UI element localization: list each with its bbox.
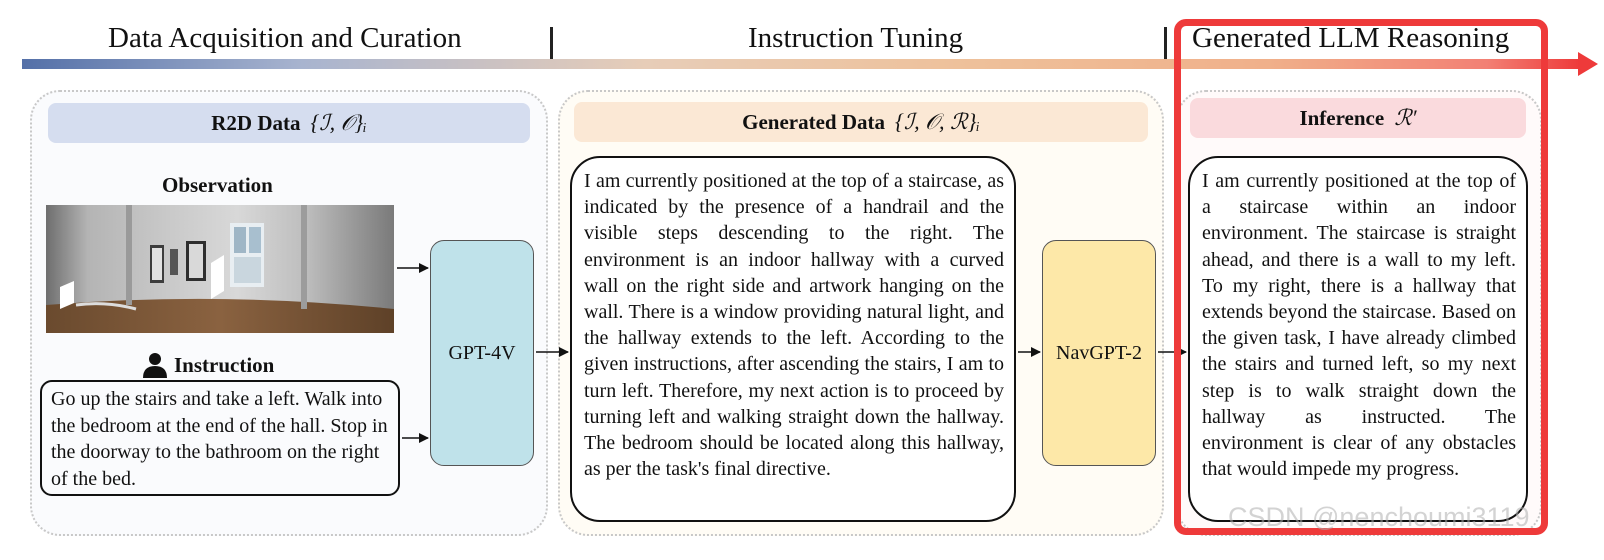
generated-reasoning-text-box: I am currently positioned at the top of a staircase, as indicated by the presence of a handrail and the visible steps descending to the right. The environment is an indoor hallway with a curved wall on the right side and artwork hanging on the wall. There is a window providing natural light, and the hallway extends to the left. According to the given instructions, after ascending the stairs, I am to turn left. Therefore, my next action is to proceed by turning left and walking straight down the hallway. The bedroom should be located along this hallway, as per the task's final directive. <box>570 156 1016 522</box>
highlight-frame <box>1174 19 1548 535</box>
navgpt2-model-box: NavGPT-2 <box>1042 240 1156 466</box>
inference-label: Inference <box>1299 105 1385 130</box>
phase-title-generated-reasoning: Generated LLM Reasoning <box>1192 22 1510 54</box>
instruction-text-box: Go up the stairs and take a left. Walk into the bedroom at the end of the hall. Stop in the doorway to the bathroom on the right of the bed. <box>40 380 400 496</box>
r2d-data-math: {ℐ, 𝒪}ᵢ <box>310 110 367 135</box>
generated-data-math: {ℐ, 𝒪, ℛ}ᵢ <box>895 109 980 134</box>
generated-data-label: Generated Data <box>742 109 886 134</box>
inference-reasoning-text-box: I am currently positioned at the top of a staircase within an indoor environment. The staircase is straight ahead, and there is a wall to my left. To my right, there is a hallway that extends beyond the staircase. Based on the given task, I have already climbed the stairs and turned left, so my next step is to walk straight down the hallway as instructed. The environment is clear of any obstacles that would impede my progress. <box>1188 156 1528 522</box>
r2d-data-label: R2D Data <box>211 110 301 135</box>
instruction-label: Instruction <box>174 352 275 377</box>
gpt4v-model-box: GPT-4V <box>430 240 534 466</box>
phase-title-data-acquisition: Data Acquisition and Curation <box>108 22 462 54</box>
watermark-text: CSDN @nenchoumi3119 <box>1228 502 1530 532</box>
inference-math: ℛ′ <box>1394 105 1417 130</box>
observation-label: Observation <box>162 173 273 197</box>
phase-title-instruction-tuning: Instruction Tuning <box>748 22 964 54</box>
